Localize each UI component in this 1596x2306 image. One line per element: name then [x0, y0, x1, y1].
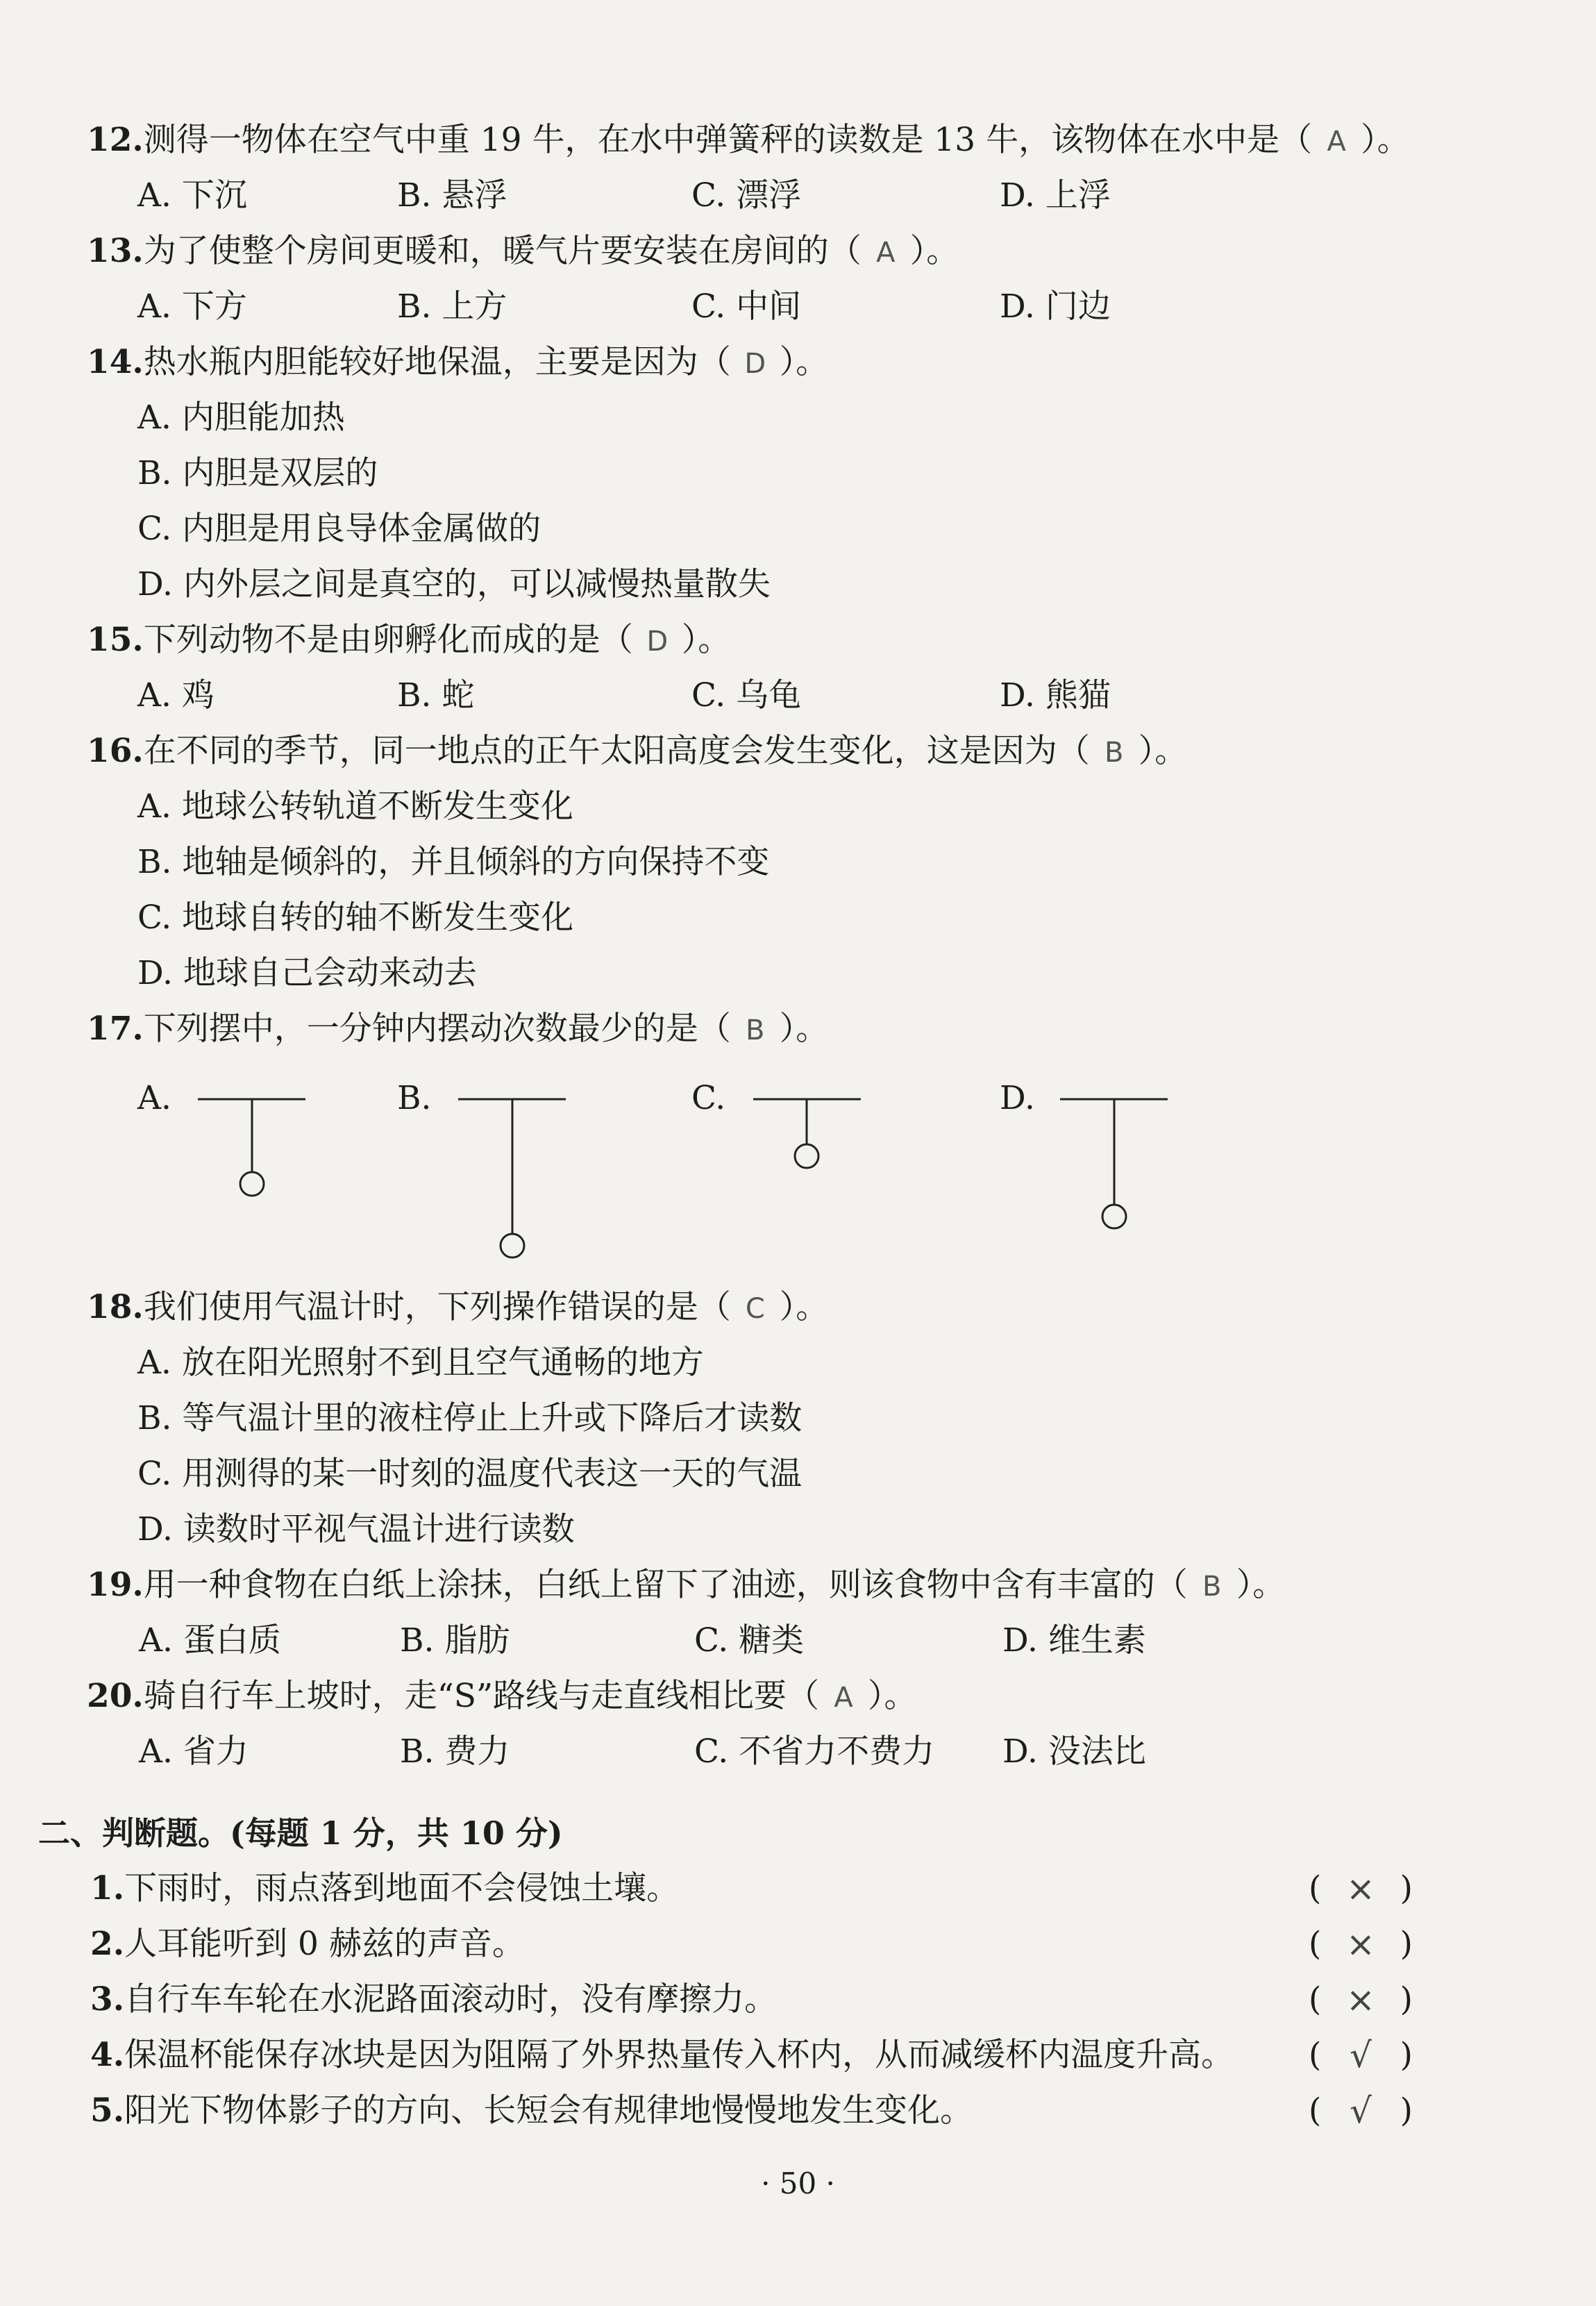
tf-mark-4: ( √ ) — [1309, 2035, 1413, 2075]
option-19-c: C. 糖类 — [694, 1621, 805, 1660]
option-15-d: D. 熊猫 — [1000, 676, 1111, 715]
option-15-b: B. 蛇 — [397, 676, 475, 715]
option-18-b: B. 等气温计里的液柱停止上升或下降后才读数 — [137, 1399, 803, 1437]
option-12-b: B. 悬浮 — [397, 176, 507, 215]
question-13: 13.为了使整个房间更暖和，暖气片要安装在房间的（ A ）。 — [87, 231, 959, 274]
answer-20: A — [834, 1682, 853, 1714]
option-18-c: C. 用测得的某一时刻的温度代表这一天的气温 — [137, 1455, 803, 1493]
tf-item-1: 1.下雨时，雨点落到地面不会侵蚀土壤。 — [90, 1869, 680, 1907]
option-17-a: A. — [137, 1079, 171, 1117]
option-20-d: D. 没法比 — [1002, 1732, 1146, 1771]
tf-mark-2: ( × ) — [1309, 1924, 1413, 1964]
answer-13: A — [876, 237, 896, 269]
option-20-b: B. 费力 — [400, 1732, 510, 1771]
option-16-a: A. 地球公转轨道不断发生变化 — [137, 787, 573, 826]
pendulum-c — [753, 1099, 861, 1168]
option-16-d: D. 地球自己会动来动去 — [137, 954, 477, 992]
option-18-a: A. 放在阳光照射不到且空气通畅的地方 — [137, 1344, 704, 1382]
question-20: 20.骑自行车上坡时，走“S”路线与走直线相比要（ A ）。 — [87, 1676, 917, 1719]
option-14-c: C. 内胆是用良导体金属做的 — [137, 510, 541, 548]
answer-19: B — [1202, 1571, 1222, 1603]
question-19: 19.用一种食物在白纸上涂抹，白纸上留下了油迹，则该食物中含有丰富的（ B ）。 — [87, 1564, 1285, 1607]
tf-item-4: 4.保温杯能保存冰块是因为阻隔了外界热量传入杯内，从而减缓杯内温度升高。 — [90, 2036, 1234, 2074]
option-18-d: D. 读数时平视气温计进行读数 — [137, 1510, 575, 1548]
option-15-c: C. 乌龟 — [691, 676, 802, 715]
option-13-c: C. 中间 — [691, 287, 802, 326]
option-16-c: C. 地球自转的轴不断发生变化 — [137, 899, 574, 937]
question-12: 12.测得一物体在空气中重 19 牛，在水中弹簧秤的读数是 13 牛，该物体在水中是（ A ）。 — [87, 119, 1410, 162]
pendulum-b — [458, 1099, 566, 1258]
option-13-a: A. 下方 — [137, 287, 247, 326]
option-12-c: C. 漂浮 — [691, 176, 802, 215]
pendulum-a — [198, 1099, 305, 1196]
tf-mark-3: ( × ) — [1309, 1980, 1413, 2020]
question-15: 15.下列动物不是由卵孵化而成的是（ D ）。 — [87, 619, 730, 662]
option-15-a: A. 鸡 — [137, 676, 215, 715]
option-14-d: D. 内外层之间是真空的，可以减慢热量散失 — [137, 565, 771, 603]
page-number: · 50 · — [761, 2166, 835, 2200]
option-17-c: C. — [691, 1079, 726, 1117]
option-19-d: D. 维生素 — [1002, 1621, 1146, 1660]
pendulum-d — [1060, 1099, 1168, 1228]
answer-16: B — [1104, 737, 1124, 769]
answer-12: A — [1327, 126, 1346, 158]
answer-15: D — [646, 626, 669, 658]
option-19-a: A. 蛋白质 — [139, 1621, 281, 1660]
option-17-b: B. — [397, 1079, 432, 1117]
question-18: 18.我们使用气温计时，下列操作错误的是（ C ）。 — [87, 1287, 828, 1330]
question-16: 16.在不同的季节，同一地点的正午太阳高度会发生变化，这是因为（ B ）。 — [87, 730, 1187, 774]
option-13-d: D. 门边 — [1000, 287, 1111, 326]
option-20-a: A. 省力 — [139, 1732, 249, 1771]
answer-17: B — [746, 1014, 765, 1046]
section-2-title: 二、判断题。(每题 1 分，共 10 分) — [38, 1814, 563, 1852]
tf-item-5: 5.阳光下物体影子的方向、长短会有规律地慢慢地发生变化。 — [90, 2091, 973, 2130]
option-12-a: A. 下沉 — [137, 176, 247, 215]
option-19-b: B. 脂肪 — [400, 1621, 510, 1660]
option-12-d: D. 上浮 — [1000, 176, 1111, 215]
option-14-b: B. 内胆是双层的 — [137, 454, 378, 492]
answer-18: C — [745, 1293, 765, 1325]
tf-mark-5: ( √ ) — [1309, 2091, 1413, 2131]
option-13-b: B. 上方 — [397, 287, 507, 326]
option-14-a: A. 内胆能加热 — [137, 399, 345, 437]
question-17: 17.下列摆中，一分钟内摆动次数最少的是（ B ）。 — [87, 1008, 828, 1051]
tf-item-3: 3.自行车车轮在水泥路面滚动时，没有摩擦力。 — [90, 1980, 778, 2019]
tf-item-2: 2.人耳能听到 0 赫兹的声音。 — [90, 1925, 525, 1963]
tf-mark-1: ( × ) — [1309, 1869, 1413, 1909]
option-17-d: D. — [1000, 1079, 1035, 1117]
answer-14: D — [744, 348, 766, 380]
option-20-c: C. 不省力不费力 — [694, 1732, 935, 1771]
option-16-b: B. 地轴是倾斜的，并且倾斜的方向保持不变 — [137, 843, 770, 881]
question-14: 14.热水瓶内胆能较好地保温，主要是因为（ D ）。 — [87, 342, 828, 385]
